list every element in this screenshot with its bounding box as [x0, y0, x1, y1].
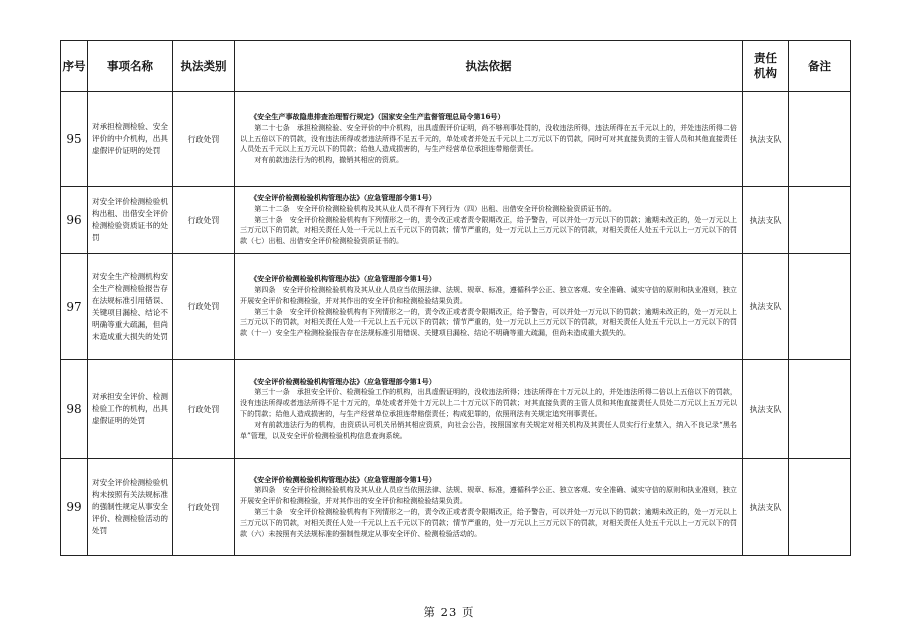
legal-basis-paragraph: 第四条 安全评价检测检验机构及其从业人员应当依照法律、法规、规章、标准，遵循科学公正、独立客观、安全准确、诚实守信的原则和执业准则，独立开展安全评价和检测检验，并对其作出的安全评价和检测检验结果负责。	[240, 284, 737, 305]
legal-basis-title: 《安全生产事故隐患排查治理暂行规定》（国家安全生产监督管理总局令第16号）	[250, 112, 505, 121]
table-row	[61, 254, 851, 360]
legal-basis-paragraph: 第四条 安全评价检测检验机构及其从业人员应当依照法律、法规、规章、标准，遵循科学公正、独立客观、安全准确、诚实守信的原则和执业准则，独立开展安全评价和检测检验，并对其作出的安全评价和检测检验结果负责。	[240, 485, 737, 506]
row-number: 96	[61, 187, 88, 254]
legal-basis-paragraph: 对有前款违法行为的机构，撤销其相应的资质。	[254, 155, 404, 165]
table-row	[61, 459, 851, 556]
row-number: 99	[61, 459, 88, 556]
responsible-org: 执法支队	[743, 187, 789, 254]
row-number: 98	[61, 360, 88, 459]
legal-basis	[235, 459, 743, 556]
responsible-org: 执法支队	[743, 254, 789, 360]
header-org-label: 责任机构	[753, 51, 777, 80]
table-row	[61, 92, 851, 187]
legal-basis-title: 《安全评价检测检验机构管理办法》（应急管理部令第1号）	[250, 376, 436, 386]
header-name: 事项名称	[88, 41, 173, 92]
legal-basis-paragraph: 第三十条 安全评价检测检验机构有下列情形之一的，责令改正或者责令限期改正，给予警告，可以并处一万元以下的罚款；逾期未改正的，处一万元以上三万元以下的罚款，对相关责任人处一千元以上五千元以下的罚款；情节严重的，处一万元以上三万元以下的罚款，对相关责任人处五千元以上一万元以下的罚款（六）未按照有关法规标准的强制性规定从事安全评价、检测检验活动的。	[240, 507, 737, 538]
legal-basis-title: 《安全评价检测检验机构管理办法》（应急管理部令第1号）	[250, 274, 436, 284]
remarks	[789, 187, 851, 254]
enforcement-table	[60, 40, 851, 556]
remarks	[789, 92, 851, 187]
item-name: 对承担检测检验、安全评价的中介机构，出具虚假评价证明的处罚	[88, 92, 173, 187]
header-basis: 执法依据	[235, 41, 743, 92]
item-name: 对承担安全评价、检测检验工作的机构，出具虚假证明的处罚	[88, 360, 173, 459]
document-page	[60, 40, 850, 556]
remarks	[789, 254, 851, 360]
legal-basis-paragraph: 对有前款违法行为的机构，由资质认可机关吊销其相应资质，向社会公告，按照国家有关规定对相关机构及其责任人员实行行业禁入，纳入不良记录“黑名单”管理，以及安全评价检测检验机构信息查询系统。	[240, 419, 737, 440]
remarks	[789, 360, 851, 459]
header-org	[743, 41, 789, 92]
enforcement-type: 行政处罚	[173, 360, 235, 459]
item-name: 对安全生产检测机构安全生产检测检验报告存在法规标准引用错误、关键项目漏检、结论不明确等重大疏漏，但尚未造成重大损失的处罚	[88, 254, 173, 360]
header-type: 执法类别	[173, 41, 235, 92]
responsible-org: 执法支队	[743, 360, 789, 459]
remarks	[789, 459, 851, 556]
legal-basis-title: 《安全评价检测检验机构管理办法》（应急管理部令第1号）	[250, 193, 436, 202]
legal-basis	[235, 254, 743, 360]
legal-basis-paragraph: 第三十一条 承担安全评价、检测检验工作的机构，出具虚假证明的，没收违法所得；违法所得在十万元以上的，并处违法所得二倍以上五倍以下的罚款，没有违法所得或者违法所得不足十万元的，单处或者并处十万元以上二十万元以下的罚款；对其直接负责的主管人员和其他直接责任人员处二万元以上五万元以下的罚款；给他人造成损害的，与生产经营单位承担连带赔偿责任；构成犯罪的，依照刑法有关规定追究刑事责任。	[240, 387, 737, 418]
legal-basis	[235, 92, 743, 187]
enforcement-type: 行政处罚	[173, 92, 235, 187]
responsible-org: 执法支队	[743, 459, 789, 556]
legal-basis-paragraph: 第二十七条 承担检测检验、安全评价的中介机构，出具虚假评价证明，尚不够刑事处罚的，没收违法所得，违法所得在五千元以上的，并处违法所得二倍以上五倍以下的罚款，没有违法所得或者违法所得不足五千元的，单处或者并处五千元以上二万元以下的罚款，同时可对其直接负责的主管人员和其他直接责任人员处五千元以上五万元以下的罚款；给他人造成损害的，与生产经营单位承担连带赔偿责任。	[240, 122, 737, 154]
page-number: 第 23 页	[423, 605, 475, 619]
legal-basis-paragraph: 第三十条 安全评价检测检验机构有下列情形之一的，责令改正或者责令限期改正，给予警告，可以并处一万元以下的罚款；逾期未改正的，处一万元以上三万元以下的罚款，对相关责任人处一千元以上五千元以下的罚款；情节严重的，处一万元以上三万元以下的罚款，对相关责任人处五千元以上一万元以下的罚款（十一）安全生产检测检验报告存在法规标准引用错误、关键项目漏检、结论不明确等重大疏漏，但尚未造成重大损失的。	[240, 306, 737, 338]
item-name: 对安全评价检测检验机构出租、出借安全评价检测检验资质证书的处罚	[88, 187, 173, 254]
table-row	[61, 187, 851, 254]
enforcement-type: 行政处罚	[173, 459, 235, 556]
legal-basis	[235, 187, 743, 254]
row-number: 95	[61, 92, 88, 187]
row-number: 97	[61, 254, 88, 360]
enforcement-type: 行政处罚	[173, 187, 235, 254]
legal-basis-paragraph: 第二十二条 安全评价检测检验机构及其从业人员不得有下列行为（四）出租、出借安全评价检测检验资质证书的。	[254, 203, 616, 213]
item-name: 对安全评价检测检验机构未按照有关法规标准的强制性规定从事安全评价、检测检验活动的处罚	[88, 459, 173, 556]
table-row	[61, 360, 851, 459]
table-header-row	[61, 41, 851, 92]
enforcement-type: 行政处罚	[173, 254, 235, 360]
header-no: 序号	[61, 41, 88, 92]
header-note: 备注	[789, 41, 851, 92]
legal-basis-paragraph: 第三十条 安全评价检测检验机构有下列情形之一的，责令改正或者责令限期改正，给予警告，可以并处一万元以下的罚款；逾期未改正的，处一万元以上三万元以下的罚款，对相关责任人处一千元以上五千元以下的罚款；情节严重的，处一万元以上三万元以下的罚款，对相关责任人处五千元以上一万元以下的罚款（七）出租、出借安全评价检测检验资质证书的。	[240, 214, 737, 246]
responsible-org: 执法支队	[743, 92, 789, 187]
legal-basis-title: 《安全评价检测检验机构管理办法》（应急管理部令第1号）	[250, 474, 436, 484]
legal-basis	[235, 360, 743, 459]
